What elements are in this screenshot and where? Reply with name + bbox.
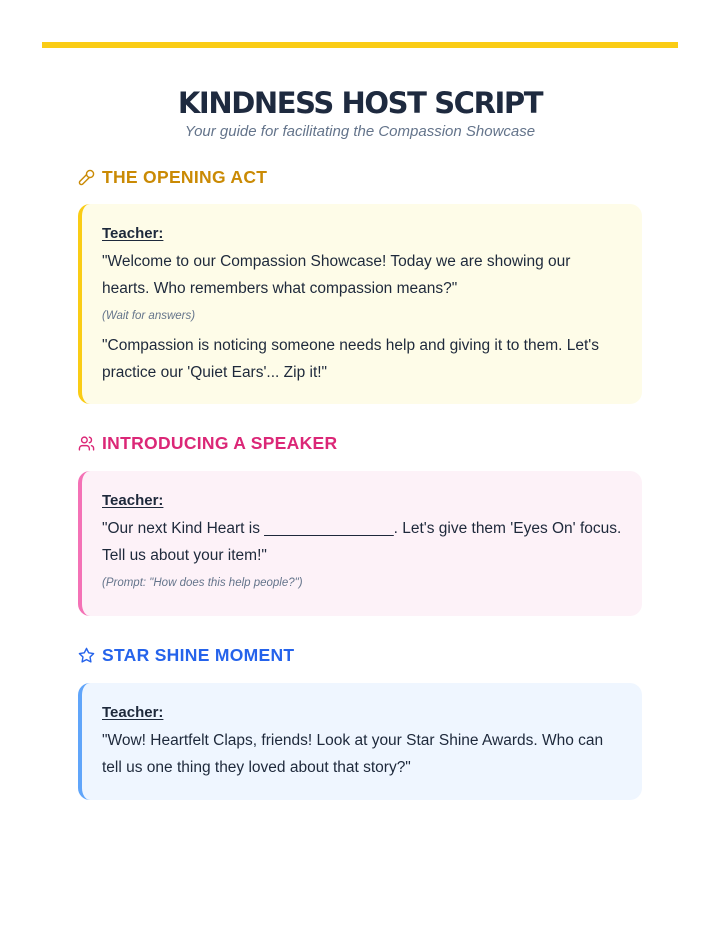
script-line: "Compassion is noticing someone needs help and giving it to them. Let's practice our 'Quiet Ears'... Zip it!" bbox=[102, 337, 599, 381]
star-icon bbox=[78, 647, 95, 664]
script-line: "Our next Kind Heart is _______________. Let's give them 'Eyes On' focus. Tell us about your item!" bbox=[102, 520, 622, 564]
page-subtitle: Your guide for facilitating the Compassion Showcase bbox=[184, 123, 536, 140]
top-accent-bar bbox=[42, 42, 678, 48]
users-icon bbox=[78, 435, 95, 452]
script-line: "Wow! Heartfelt Claps, friends! Look at your Star Shine Awards. Who can tell us one thing they loved about that story?" bbox=[102, 732, 604, 776]
section-heading-opening-act bbox=[78, 166, 267, 188]
page-title: KINDNESS HOST SCRIPT bbox=[177, 86, 543, 120]
section-heading-label: INTRODUCING A SPEAKER bbox=[102, 433, 338, 453]
section-heading-introducing-speaker bbox=[78, 432, 337, 454]
section-heading-star-shine bbox=[78, 644, 294, 666]
script-card-opening-act bbox=[78, 204, 642, 404]
script-line: "Welcome to our Compassion Showcase! Today we are showing our hearts. Who remembers what compassion means?" bbox=[102, 253, 571, 297]
stage-direction: (Wait for answers) bbox=[102, 310, 196, 322]
section-heading-label: STAR SHINE MOMENT bbox=[102, 645, 295, 665]
section-heading-label: THE OPENING ACT bbox=[102, 167, 268, 187]
speaker-label: Teacher: bbox=[102, 225, 164, 242]
speaker-label: Teacher: bbox=[102, 704, 164, 721]
stage-direction: (Prompt: "How does this help people?") bbox=[102, 577, 303, 589]
script-card-introducing-speaker bbox=[78, 471, 642, 616]
speaker-label: Teacher: bbox=[102, 492, 164, 509]
script-card-star-shine bbox=[78, 683, 642, 800]
microphone-icon bbox=[78, 169, 95, 186]
